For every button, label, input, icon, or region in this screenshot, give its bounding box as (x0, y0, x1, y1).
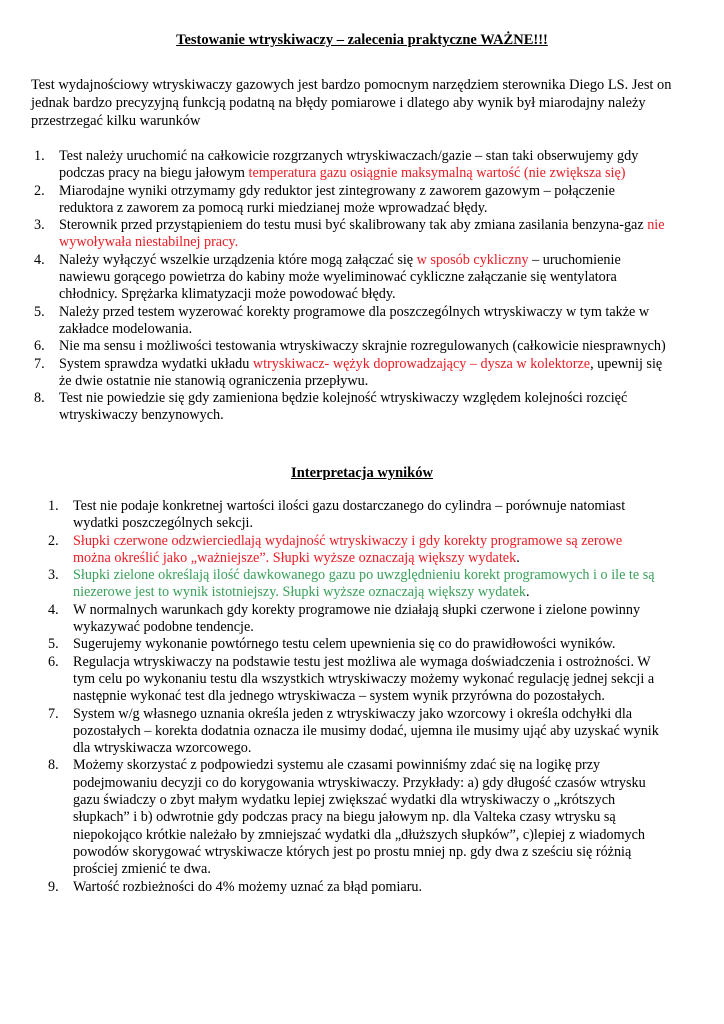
requirements-list (34, 148, 669, 425)
list-item: 1. Test należy uruchomić na całkowicie rozgrzanych wtryskiwaczach/gazie – stan taki obserwujemy gdy podczas pracy na biegu jałowym temperatura gazu osiągnie maksymalną wartość (nie zwiększa się) (34, 148, 639, 182)
highlight-red: wtryskiwacz- wężyk doprowadzający – dysza w kolektorze (252, 355, 591, 372)
list-item: 6. Regulacja wtryskiwaczy na podstawie testu jest możliwa ale wymaga doświadczenia i ostrożności. W tym celu po wykonaniu testu dla wszystkich wtryskiwaczy możemy wykonać regulację jednej sekcji a następnie wykonać test dla jednego wtryskiwacza – system wynik przyrówna do pozostałych. (48, 653, 655, 705)
list-item: 3. Słupki zielone określają ilość dawkowanego gazu po uwzględnieniu korekt programowych i o ile te są niezerowe jest to wynik istotniejszy. Słupki wyższe oznaczają większy wydatek. (48, 567, 655, 601)
list-item: 4. W normalnych warunkach gdy korekty programowe nie działają słupki czerwone i zielone powinny wykazywać podobne tendencje. (48, 601, 641, 636)
list-item: 3. Sterownik przed przystąpieniem do testu musi być skalibrowany tak aby zmiana zasilania benzyna-gaz nie wywoływała niestabilnej pracy. (34, 217, 665, 251)
interpretation-list (48, 498, 663, 896)
list-item: 5. Należy przed testem wyzerować korekty programowe dla poszczególnych wtryskiwaczy w tym także w zakładce modelowania. (34, 303, 650, 337)
highlight-red: Słupki czerwone odzwierciedlają wydajność wtryskiwaczy i gdy korekty programowe są zerowe można określić jako „ważniejsze”. Słupki wyższe oznaczają większy wydatek (73, 532, 623, 566)
list-item: 8. Test nie powiedzie się gdy zamieniona będzie kolejność wtryskiwaczy względem kolejności rozcięć wtryskiwaczy benzynowych. (34, 390, 628, 424)
intro-paragraph: Test wydajnościowy wtryskiwaczy gazowych jest bardzo pomocnym narzędziem sterownika Diego LS. Jest on jednak bardzo precyzyjną funkcją podatną na błędy pomiarowe i dlatego aby wynik był miarodajny należy przestrzegać kilku warunków (31, 77, 672, 129)
section-title: Interpretacja wyników (291, 465, 433, 481)
list-item: 7. System w/g własnego uznania określa jeden z wtryskiwaczy jako wzorcowy i określa odchyłki dla pozostałych – korekta dodatnia oznacza ile musimy dodać, ujemna ile musimy ująć aby uzyskać wynik dla wtryskiwacza wzorcowego. (48, 705, 659, 757)
list-item: 2. Słupki czerwone odzwierciedlają wydajność wtryskiwaczy i gdy korekty programowe są zerowe można określić jako „ważniejsze”. Słupki wyższe oznaczają większy wydatek. (48, 532, 623, 566)
list-item: 1. Test nie podaje konkretnej wartości ilości gazu dostarczanego do cylindra – porównuje natomiast wydatki poszczególnych sekcji. (48, 498, 626, 532)
list-item: 4. Należy wyłączyć wszelkie urządzenia które mogą załączać się w sposób cykliczny – uruchomienie nawiewu gorącego powietrza do kabiny może wyeliminować cykliczne załączanie się wentylatora chłodnicy. Sprężarka klimatyzacji może powodować błędy. (34, 251, 621, 303)
list-item: 7. System sprawdza wydatki układu wtryskiwacz- wężyk doprowadzający – dysza w kolektorze, upewnij się że dwie ostatnie nie stanowią ograniczenia przepływu. (34, 355, 663, 389)
document-title: Testowanie wtryskiwaczy – zalecenia praktyczne WAŻNE!!! (176, 32, 548, 48)
highlight-red: w sposób cykliczny (416, 251, 529, 268)
highlight-red: temperatura gazu osiągnie maksymalną wartość (nie zwiększa się) (248, 165, 626, 182)
list-item: 5. Sugerujemy wykonanie powtórnego testu celem upewnienia się co do prawidłowości wyników. (48, 636, 616, 653)
list-item: 6. Nie ma sensu i możliwości testowania wtryskiwaczy skrajnie rozregulowanych (całkowicie niesprawnych) (34, 338, 666, 355)
highlight-red: nie wywoływała niestabilnej pracy. (59, 217, 665, 251)
highlight-green: Słupki zielone określają ilość dawkowanego gazu po uwzględnieniu korekt programowych i o ile te są niezerowe jest to wynik istotniejszy. Słupki wyższe oznaczają większy wydatek (73, 567, 655, 601)
list-item: 2. Miarodajne wyniki otrzymamy gdy reduktor jest zintegrowany z zaworem gazowym – połączenie reduktora z zaworem za pomocą rurki miedzianej może wprowadzać błędy. (34, 182, 615, 216)
list-item: 9. Wartość rozbieżności do 4% możemy uznać za błąd pomiaru. (48, 878, 423, 895)
list-item: 8. Możemy skorzystać z podpowiedzi systemu ale czasami powinniśmy zdać się na logikę przy podejmowaniu decyzji co do korygowania wtryskiwaczy. Przykłady: a) gdy długość czasów wtrysku gazu świadczy o zbyt małym wydatku lepiej zwiększać wydatki dla wtryskiwaczy o „krótszych słupkach” i b) odwrotnie gdy podczas pracy na biegu jałowym np. dla Valteka czasy wtrysku są niepokojąco krótkie należało by zmniejszać wydatki dla „dłuższych słupków”, c)lepiej z wiadomych powodów skorygować wtryskiwacze których jest po prostu mniej np. gdy dwa z sześciu się różnią prościej zmienić te dwa. (48, 757, 646, 878)
